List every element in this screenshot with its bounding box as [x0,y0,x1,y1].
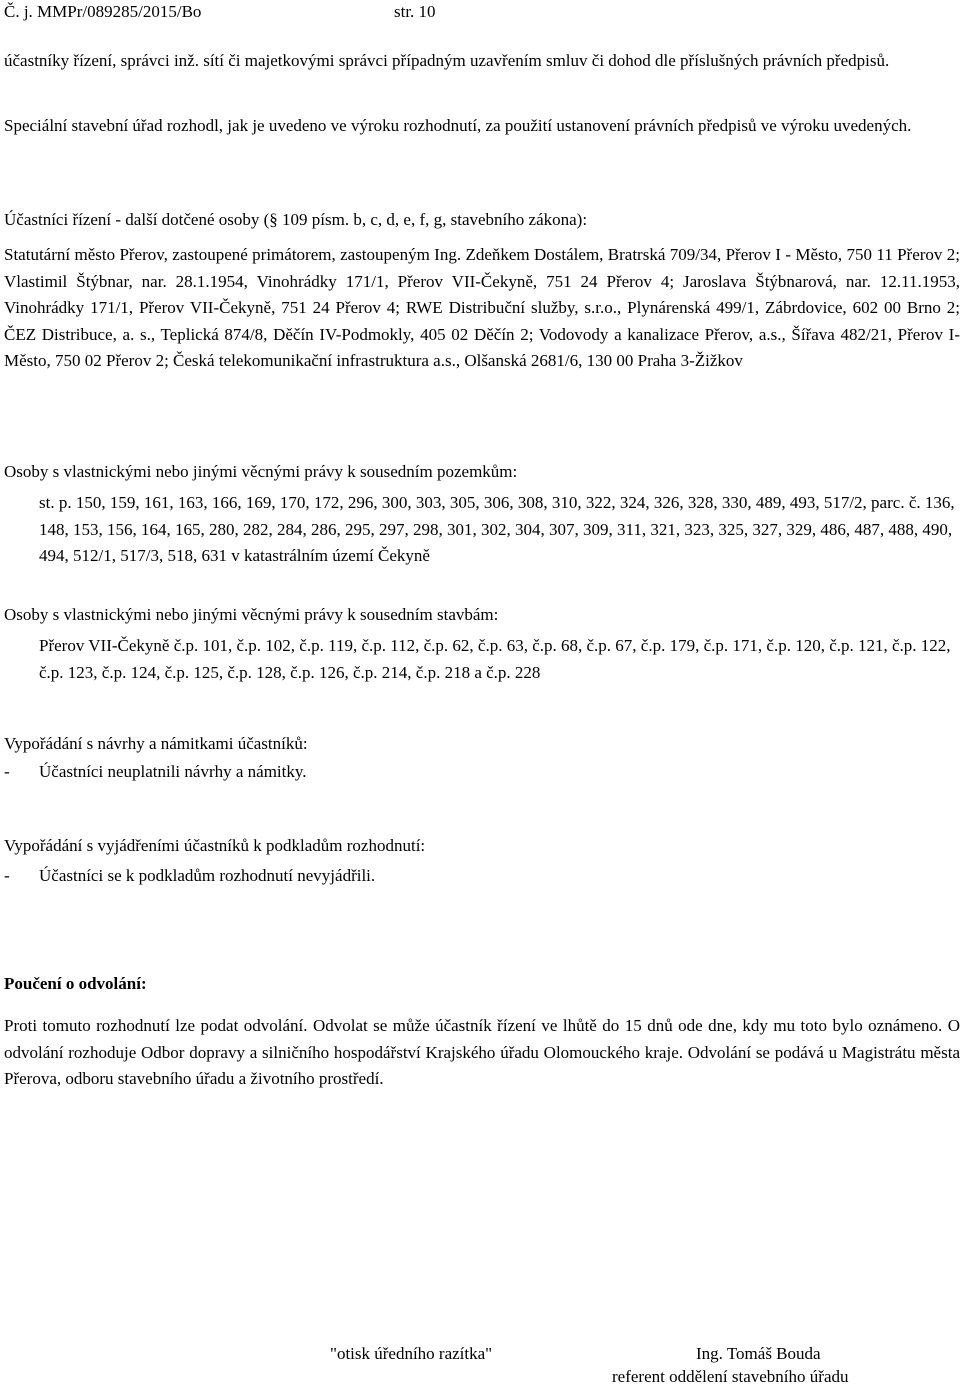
neighbors-buildings-heading: Osoby s vlastnickými nebo jinými věcnými právy k sousedním stavbám: [4,605,499,624]
stamp-placeholder: "otisk úředního razítka" [330,1344,493,1363]
signatory-name: Ing. Tomáš Bouda [696,1344,821,1363]
proposals-item-text: Účastníci neuplatnili návrhy a námitky. [39,762,307,781]
page-header [4,2,436,22]
statements-heading: Vypořádání s vyjádřeními účastníků k podkladům rozhodnutí: [4,836,426,855]
proposals-heading: Vypořádání s návrhy a námitkami účastníků: [4,734,308,753]
neighbors-land-heading: Osoby s vlastnickými nebo jinými věcnými právy k sousedním pozemkům: [4,462,518,481]
special-office-decision: Speciální stavební úřad rozhodl, jak je uvedeno ve výroku rozhodnutí, za použití ustanovení právních předpisů ve výroku uvedených. [4,116,912,135]
signatory-title: referent oddělení stavebního úřadu [612,1367,849,1386]
page-number: str. 10 [394,2,436,21]
participants-heading: Účastníci řízení - další dotčené osoby (§ 109 písm. b, c, d, e, f, g, stavebního zákona): [4,210,588,229]
proposals-item [4,762,307,782]
neighbors-land-list: st. p. 150, 159, 161, 163, 166, 169, 170, 172, 296, 300, 303, 305, 306, 308, 310, 322, 324, 326, 328, 330, 489, 493, 517/2, parc. č. 136, 148, 153, 156, 164, 165, 280, 282, 284, 286, 295, 297, 298, 301, 302, 304, 307, 309, 311, 321, 323, 325, 327, 329, 486, 487, 488, 490, 494, 512/1, 517/3, 518, 631 v katastrálním území Čekyně [39,493,955,565]
reference-number: Č. j. MMPr/089285/2015/Bo [4,2,202,21]
appeal-heading: Poučení o odvolání: [4,974,147,993]
participants-list: Statutární město Přerov, zastoupené primátorem, zastoupeným Ing. Zdeňkem Dostálem, Bratrská 709/34, Přerov I - Město, 750 11 Přerov 2; Vlastimil Štýbnar, nar. 28.1.1954, Vinohrádky 171/1, Přerov VII-Čekyně, 751 24 Přerov 4; Jaroslava Štýbnarová, nar. 12.11.1953, Vinohrádky 171/1, Přerov VII-Čekyně, 751 24 Přerov 4; RWE Distribuční služby, s.r.o., Plynárenská 499/1, Zábrdovice, 602 00 Brno 2; ČEZ Distribuce, a. s., Teplická 874/8, Děčín IV-Podmokly, 405 02 Děčín 2; Vodovody a kanalizace Přerov, a.s., Šířava 482/21, Přerov I-Město, 750 02 Přerov 2; Česká telekomunikační infrastruktura a.s., Olšanská 2681/6, 130 00 Praha 3-Žižkov [4,245,960,370]
appeal-text: Proti tomuto rozhodnutí lze podat odvolání. Odvolat se může účastník řízení ve lhůtě do 15 dnů ode dne, kdy mu toto bylo oznámeno. O odvolání rozhoduje Odbor dopravy a silničního hospodářství Krajského úřadu Olomouckého kraje. Odvolání se podává u Magistrátu města Přerova, odboru stavebního úřadu a životního prostředí. [4,1016,960,1088]
dash-marker: - [4,762,10,781]
statements-item [4,866,375,886]
dash-marker: - [4,866,10,885]
statements-item-text: Účastníci se k podkladům rozhodnutí nevyjádřili. [39,866,376,885]
neighbors-buildings-list: Přerov VII-Čekyně č.p. 101, č.p. 102, č.p. 119, č.p. 112, č.p. 62, č.p. 63, č.p. 68, č.p. 67, č.p. 179, č.p. 171, č.p. 120, č.p. 121, č.p. 122, č.p. 123, č.p. 124, č.p. 125, č.p. 128, č.p. 126, č.p. 214, č.p. 218 a č.p. 228 [39,636,951,682]
intro-continuation: účastníky řízení, správci inž. sítí či majetkovými správci případným uzavřením smluv či dohod dle příslušných právních předpisů. [4,51,890,70]
